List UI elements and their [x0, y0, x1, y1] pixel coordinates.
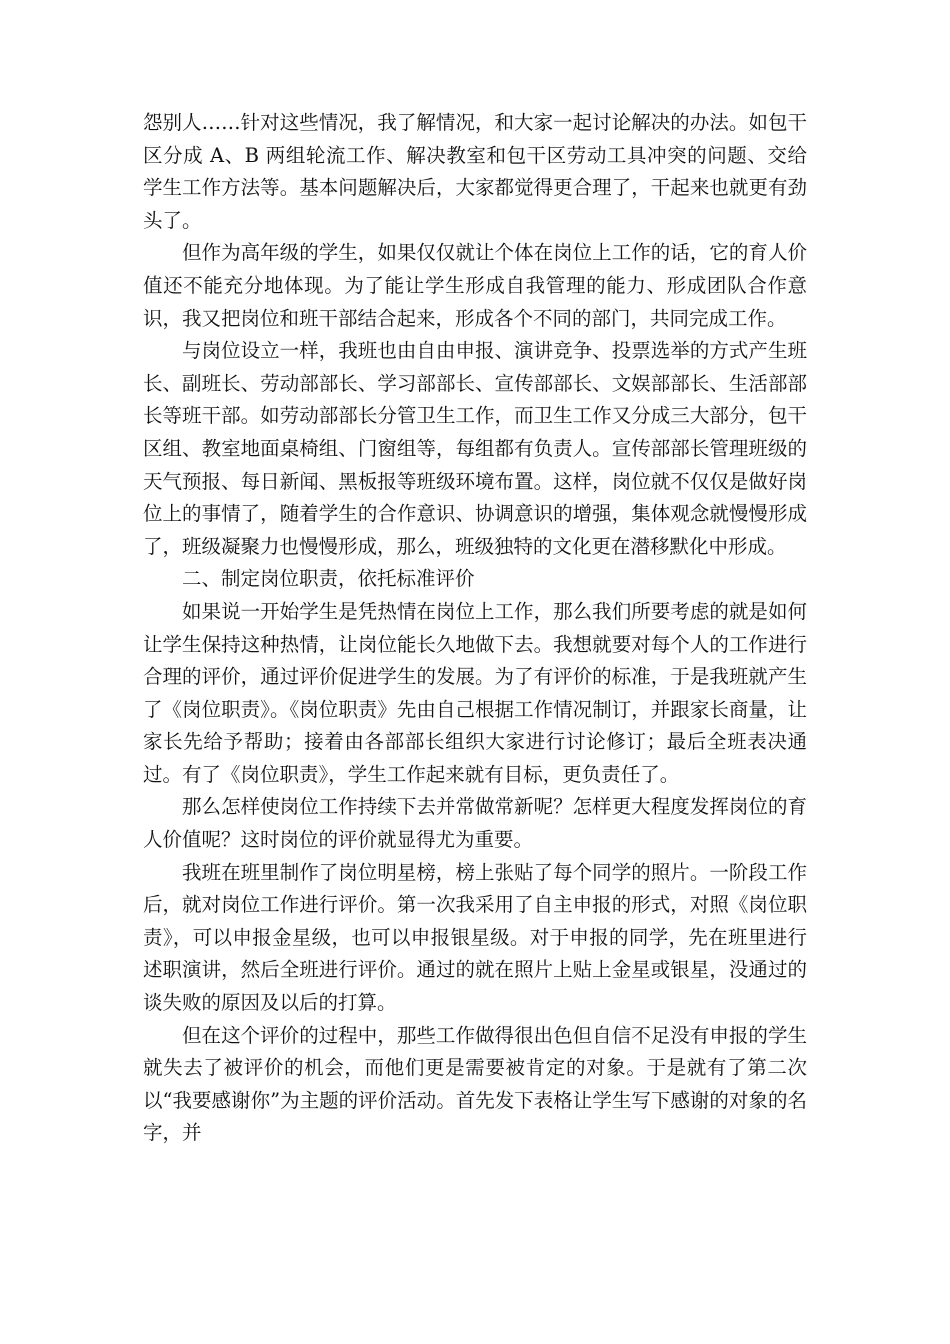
document-page: [143, 107, 807, 1150]
paragraph-job-duties: 如果说一开始学生是凭热情在岗位上工作，那么我们所要考虑的就是如何让学生保持这种热情，让岗位能长久地做下去。我想就要对每个人的工作进行合理的评价，通过评价促进学生的发展。为了有评价的标准，于是我班就产生了《岗位职责》。《岗位职责》先由自己根据工作情况制订，并跟家长商量，让家长先给予帮助；接着由各部部长组织大家进行讨论修订；最后全班表决通过。有了《岗位职责》，学生工作起来就有目标，更负责任了。: [143, 599, 807, 786]
paragraph-thank-you-activity: 但在这个评价的过程中，那些工作做得很出色但自信不足没有申报的学生就失去了被评价的机会，而他们更是需要被肯定的对象。于是就有了第二次以“我要感谢你”为主题的评价活动。首先发下表格让学生写下感谢的对象的名字，并: [143, 1023, 807, 1145]
paragraph-continued: 怨别人……针对这些情况，我了解情况，和大家一起讨论解决的办法。如包干区分成 A、B 两组轮流工作、解决教室和包干区劳动工具冲突的问题、交给学生工作方法等。基本问题解决后，大家都觉得更合理了，干起来也就更有劲头了。: [143, 111, 807, 232]
paragraph-evaluation-question: 那么怎样使岗位工作持续下去并常做常新呢？怎样更大程度发挥岗位的育人价值呢？这时岗位的评价就显得尤为重要。: [143, 795, 807, 852]
section-heading: 二、制定岗位职责，依托标准评价: [182, 567, 475, 591]
paragraph-team-departments: 但作为高年级的学生，如果仅仅就让个体在岗位上工作的话，它的育人价值还不能充分地体现。为了能让学生形成自我管理的能力、形成团队合作意识，我又把岗位和班干部结合起来，形成各个不同的部门，共同完成工作。: [143, 241, 807, 330]
paragraph-class-cadres: 与岗位设立一样，我班也由自由申报、演讲竞争、投票选举的方式产生班长、副班长、劳动部部长、学习部部长、宣传部部长、文娱部部长、生活部部长等班干部。如劳动部部长分管卫生工作，而卫生工作又分成三大部分，包干区组、教室地面桌椅组、门窗组等，每组都有负责人。宣传部部长管理班级的天气预报、每日新闻、黑板报等班级环境布置。这样，岗位就不仅仅是做好岗位上的事情了，随着学生的合作意识、协调意识的增强，集体观念就慢慢形成了，班级凝聚力也慢慢形成，那么，班级独特的文化更在潜移默化中形成。: [143, 339, 807, 558]
paragraph-star-board: 我班在班里制作了岗位明星榜，榜上张贴了每个同学的照片。一阶段工作后，就对岗位工作进行评价。第一次我采用了自主申报的形式，对照《岗位职责》，可以申报金星级，也可以申报银星级。对于申报的同学，先在班里进行述职演讲，然后全班进行评价。通过的就在照片上贴上金星或银星，没通过的谈失败的原因及以后的打算。: [143, 860, 807, 1015]
